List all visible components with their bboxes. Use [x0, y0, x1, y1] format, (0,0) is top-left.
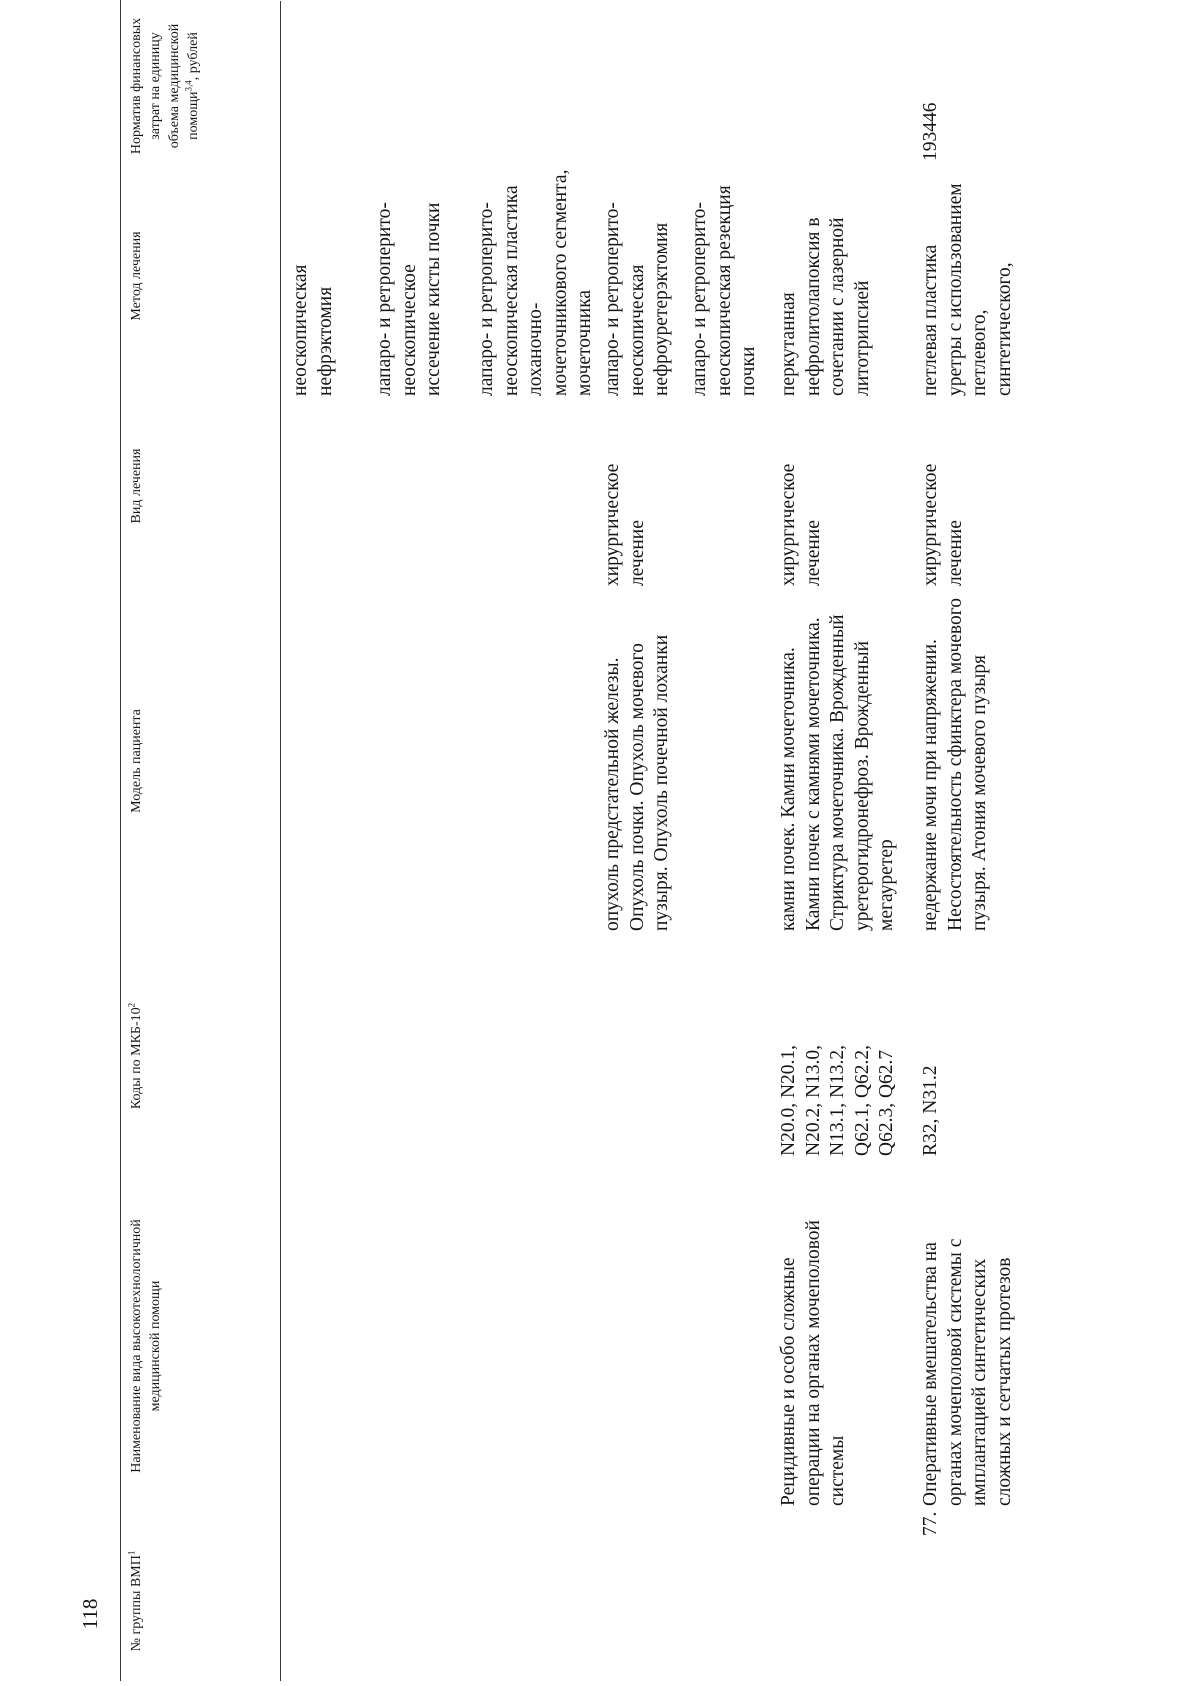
treatment-type-77: хирургическое лечение	[920, 463, 966, 586]
header-treatment-method: Метод лечения	[129, 231, 144, 321]
icd-codes-recurrent: N20.0, N20.1, N20.2, N13.0, N13.1, N13.2, Q62.1, Q62.2, Q62.3, Q62.7	[778, 1044, 897, 1156]
cost-77: 193446	[920, 102, 941, 161]
header-group-no: № группы ВМП$^1$	[126, 1550, 144, 1652]
vmp-name-recurrent: Рецидивные и особо сложные операции на органах мочеполовой системы	[778, 1220, 848, 1506]
group-number-77: 77.	[920, 1511, 941, 1536]
method-tumor-1: лапаро- и ретроперито-неоскопическая нефроуретерэктомия	[602, 202, 672, 396]
table-body-border	[280, 1, 281, 1681]
header-top-border	[120, 0, 121, 1681]
method-cont-1: неоскопическая нефрэктомия	[290, 264, 336, 396]
patient-model-recurrent: камни почек. Камни мочеточника. Камни почек с камнями мочеточника. Стриктура мочеточника. Врожденный уретерогидронефроз. Врожденный мегауретер	[778, 614, 897, 931]
header-patient-model: Модель пациента	[129, 709, 144, 813]
method-tumor-2: лапаро- и ретроперито-неоскопическая резекция почки	[689, 185, 759, 396]
treatment-type-tumor: хирургическое лечение	[602, 463, 648, 586]
patient-model-tumor: опухоль предстательной железы. Опухоль почки. Опухоль мочевого пузыря. Опухоль почечной лоханки	[602, 634, 672, 931]
header-treatment-type: Вид лечения	[129, 448, 144, 524]
icd-codes-77: R32, N31.2	[920, 1065, 941, 1156]
header-cost-norm: Норматив финансовых затрат на единицу объема медицинской помощи$^{3,4}$, рублей	[129, 17, 201, 155]
header-vmp-name: Наименование вида высокотехнологичной медицинской помощи	[129, 1219, 163, 1473]
vmp-name-77: Оперативные вмешательства на органах мочеполовой системы с имплантацией синтетических сложных и сетчатых протезов	[920, 1238, 1015, 1506]
method-cont-3: лапаро- и ретроперито-неоскопическая пластика лоханочно-мочеточникового сегмента, мочеточника	[476, 169, 595, 396]
method-cont-2: лапаро- и ретроперито-неоскопическое иссечение кисты почки	[374, 202, 444, 396]
treatment-type-recurrent: хирургическое лечение	[778, 463, 824, 586]
method-recurrent-1: перкутанная нефролитолапоксия в сочетании с лазерной литотрипсией	[778, 217, 873, 396]
header-icd-codes: Коды по МКБ-$10^2$	[126, 1002, 144, 1110]
method-77-1: петлевая пластика уретры с использованием петлевого, синтетического,	[920, 183, 1015, 396]
page-number: 118	[78, 1598, 102, 1630]
patient-model-77: недержание мочи при напряжении. Несостоятельность сфинктера мочевого пузыря. Атония мочевого пузыря	[920, 597, 990, 931]
